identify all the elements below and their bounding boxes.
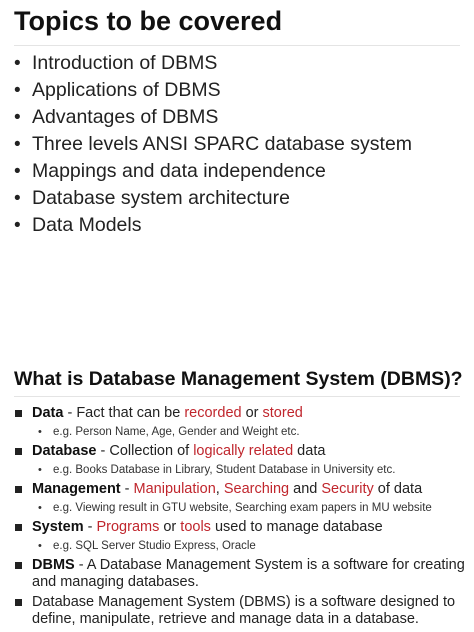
example-item: • e.g. Books Database in Library, Student Database in University etc. — [38, 464, 396, 476]
topic-item: • Mappings and data independence — [0, 158, 412, 185]
topic-item: • Introduction of DBMS — [0, 50, 412, 77]
square-bullet-icon — [15, 524, 22, 531]
example-item: • e.g. Viewing result in GTU website, Searching exam papers in MU website — [38, 502, 432, 514]
definition-system: System - Programs or tools used to manage database — [0, 519, 474, 536]
bullet-icon: • — [14, 134, 21, 155]
bullet-icon: • — [14, 53, 21, 74]
bullet-icon: • — [14, 80, 21, 101]
slide-title: What is Database Management System (DBMS)? — [14, 368, 463, 390]
bullet-icon: • — [14, 188, 21, 209]
title-divider — [14, 396, 460, 397]
definition-management: Management - Manipulation, Searching and Security of data — [0, 481, 474, 498]
square-bullet-icon — [15, 410, 22, 417]
definition-dbms: DBMS - A Database Management System is a software for creating and managing databases. — [0, 557, 474, 591]
bullet-icon: • — [14, 107, 21, 128]
square-bullet-icon — [15, 448, 22, 455]
slide-title: Topics to be covered — [14, 6, 283, 36]
example-item: • e.g. SQL Server Studio Express, Oracle — [38, 540, 256, 552]
topic-item: • Advantages of DBMS — [0, 104, 412, 131]
title-divider — [14, 45, 460, 46]
bullet-icon: • — [14, 161, 21, 182]
slide-what-is-dbms — [0, 355, 474, 632]
topic-item: • Applications of DBMS — [0, 77, 412, 104]
definition-data: Data - Fact that can be recorded or stored — [0, 405, 474, 422]
square-bullet-icon — [15, 486, 22, 493]
bullet-icon: • — [38, 464, 42, 476]
topic-item: • Data Models — [0, 212, 412, 239]
definitions-list — [0, 405, 474, 628]
example-item: • e.g. Person Name, Age, Gender and Weight etc. — [38, 426, 300, 438]
square-bullet-icon — [15, 599, 22, 606]
bullet-icon: • — [14, 215, 21, 236]
bullet-icon: • — [38, 540, 42, 552]
bullet-icon: • — [38, 502, 42, 514]
topic-item: • Database system architecture — [0, 185, 412, 212]
square-bullet-icon — [15, 562, 22, 569]
bullet-icon: • — [38, 426, 42, 438]
topic-item: • Three levels ANSI SPARC database system — [0, 131, 412, 158]
definition-dbms-full: Database Management System (DBMS) is a software designed to define, manipulate, retrieve and manage data in a database. — [0, 594, 474, 628]
definition-database: Database - Collection of logically related data — [0, 443, 474, 460]
topics-list — [0, 50, 412, 239]
